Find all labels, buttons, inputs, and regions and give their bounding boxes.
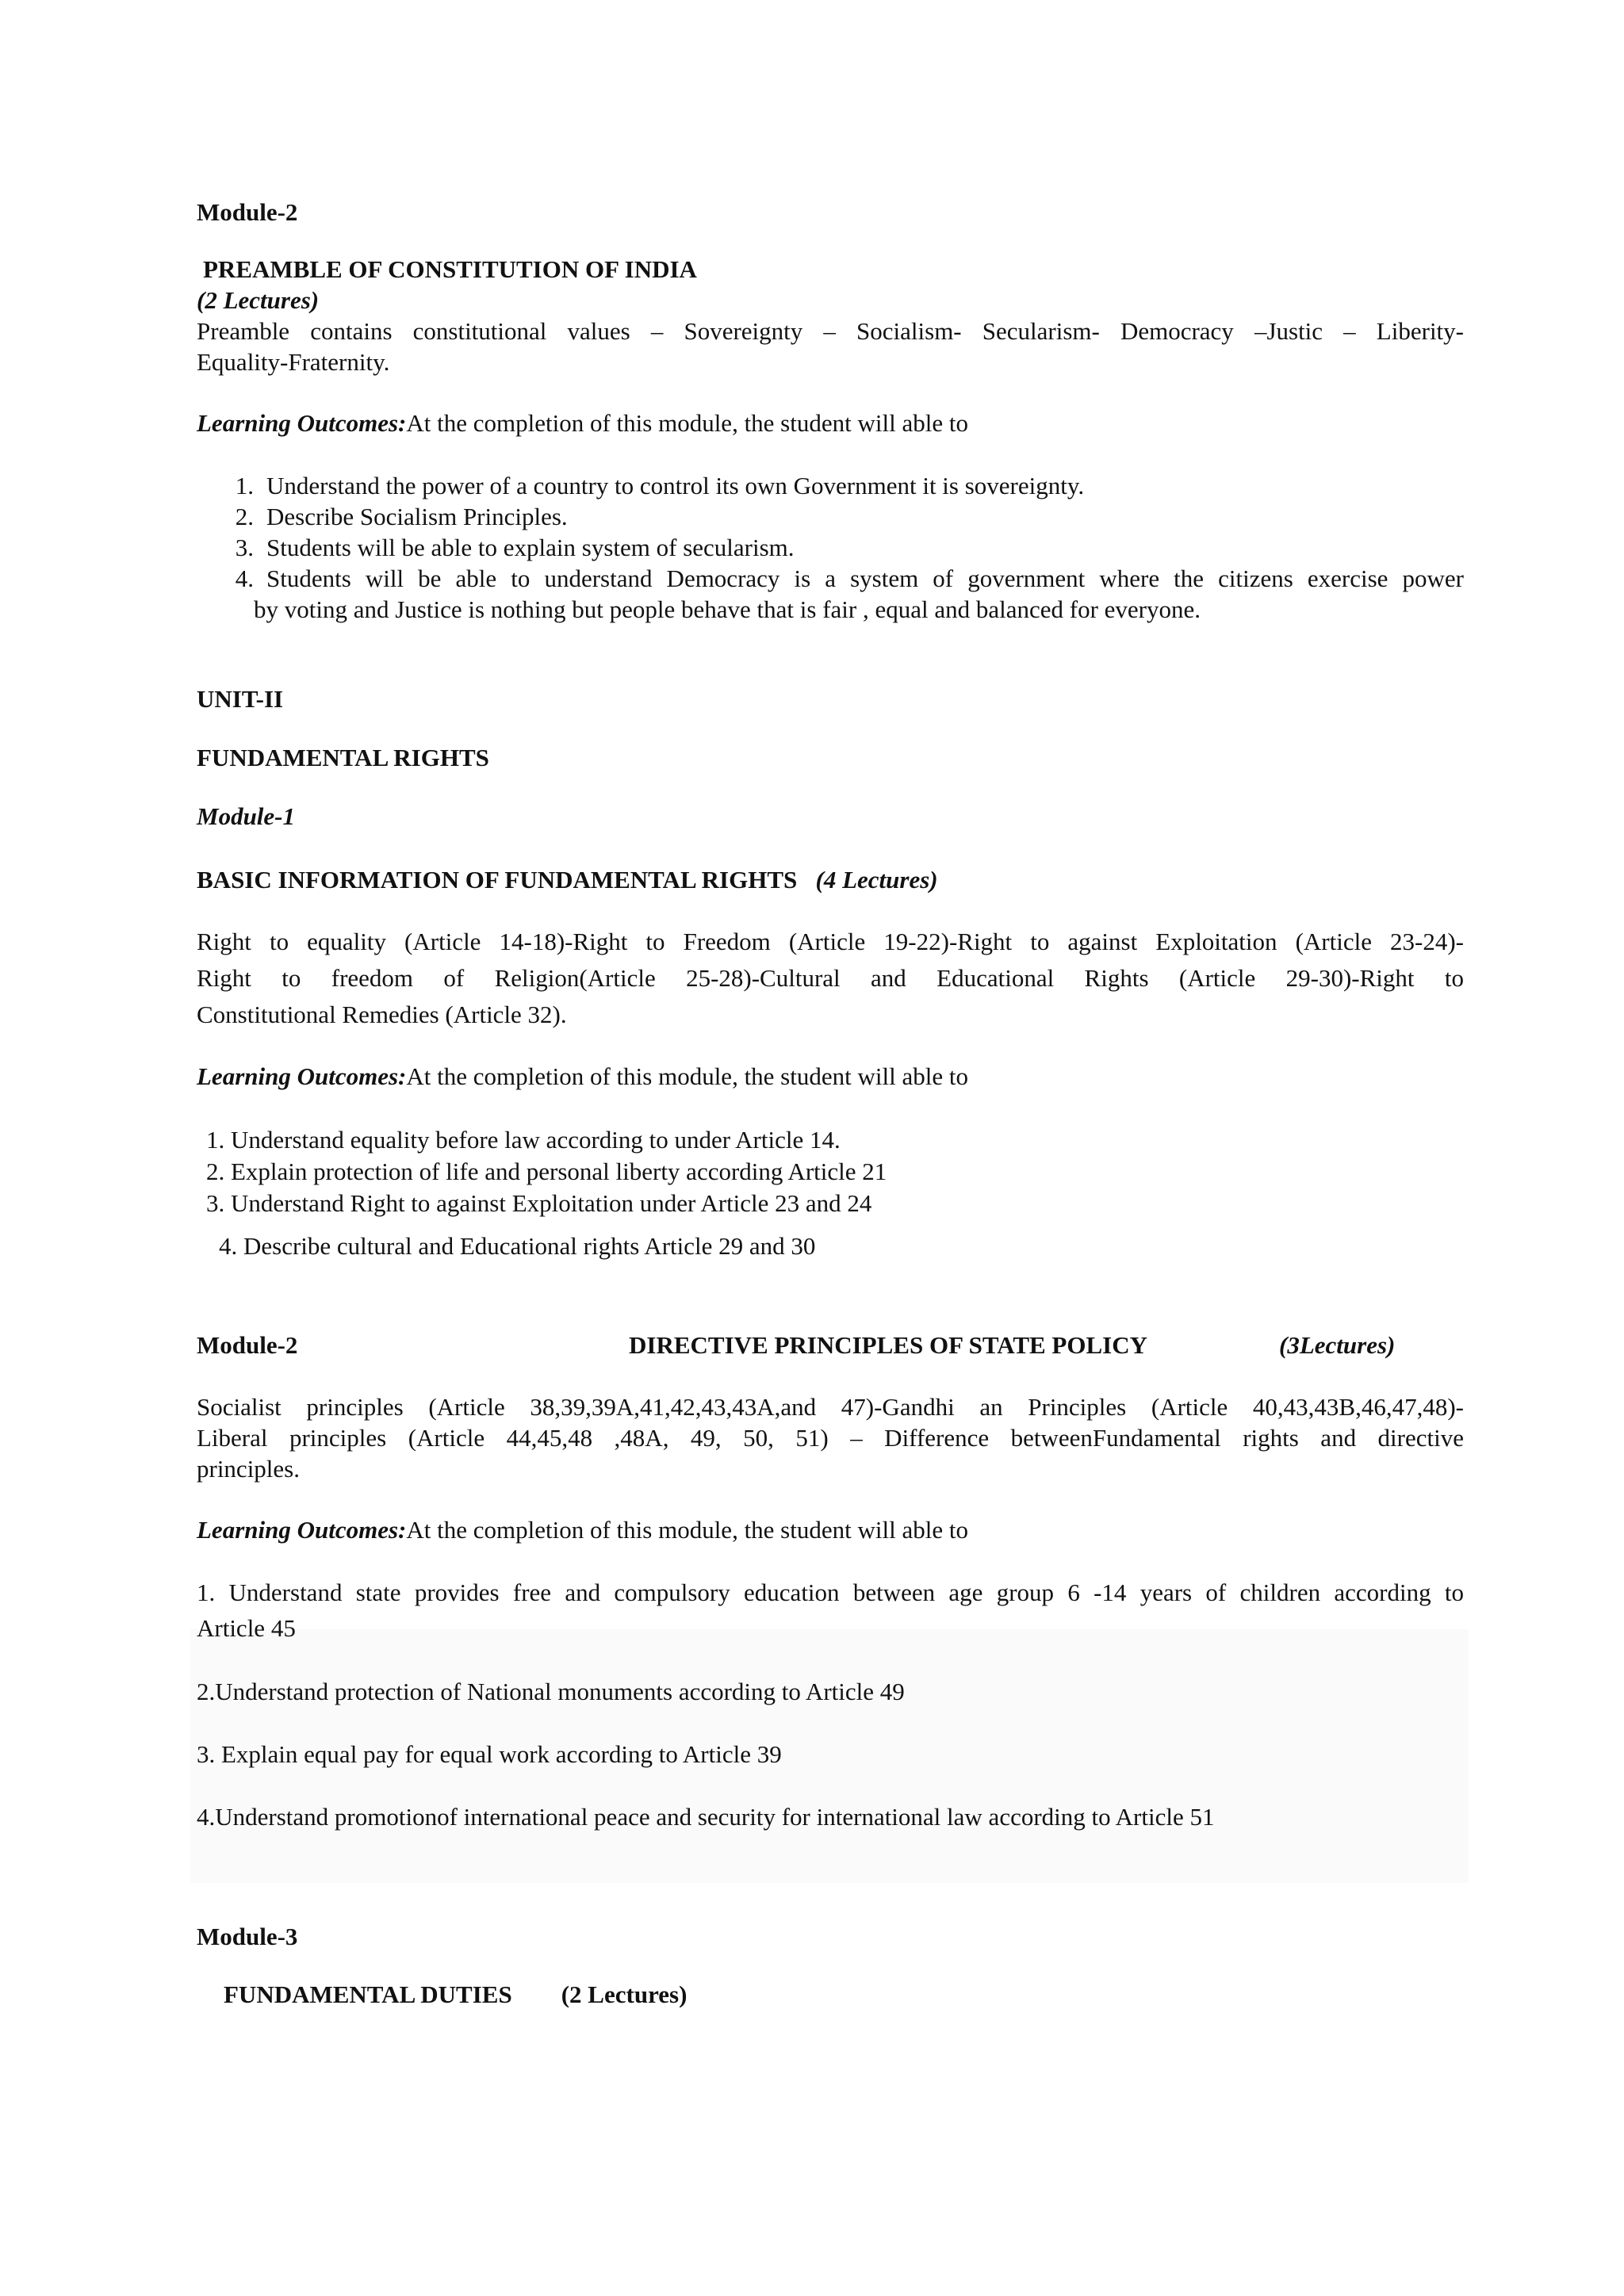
module-title: DIRECTIVE PRINCIPLES OF STATE POLICY (629, 1331, 1147, 1359)
module-body-line: Liberal principles (Article 44,45,48 ,48A, 49, 50, 51) – Difference betweenFundamental rights and directive (197, 1424, 1464, 1452)
list-item-continuation: Article 45 (197, 1614, 296, 1642)
learning-outcomes-text: At the completion of this module, the student will able to (406, 1516, 968, 1544)
module-body-line: Right to freedom of Religion(Article 25-28)-Cultural and Educational Rights (Article 29-30)-Right to (197, 964, 1464, 992)
list-text: Students will be able to understand Democracy is a system of government where the citizens exercise power (266, 564, 1464, 592)
module-heading: Module-3 (197, 1923, 298, 1950)
learning-outcomes-label: Learning Outcomes: (197, 409, 407, 437)
lecture-count: (3Lectures) (1279, 1331, 1396, 1359)
list-item: 3. Explain equal pay for equal work according to Article 39 (197, 1740, 782, 1768)
module-body-line: Preamble contains constitutional values – Sovereignty – Socialism- Secularism- Democracy –Justic – Liberity- (197, 317, 1464, 345)
module-title: FUNDAMENTAL DUTIES (224, 1980, 512, 2008)
module-body-line: Constitutional Remedies (Article 32). (197, 1001, 567, 1028)
list-text: Students will be able to explain system of secularism. (266, 534, 795, 561)
list-number: 3. (235, 534, 254, 561)
list-item: 4. Describe cultural and Educational rights Article 29 and 30 (219, 1232, 816, 1260)
module-heading: Module-2 (197, 198, 298, 226)
unit-heading: UNIT-II (197, 685, 284, 713)
module-title-row (224, 1979, 1491, 2011)
list-item (197, 470, 1464, 502)
list-item (197, 563, 1464, 595)
list-item: 4.Understand promotionof international peace and security for international law according to Article 51 (197, 1803, 1215, 1831)
list-text: Understand the power of a country to control its own Government it is sovereignty. (266, 472, 1085, 499)
list-item (197, 501, 1464, 533)
learning-outcomes-intro (197, 408, 1464, 439)
learning-outcomes-text: At the completion of this module, the student will able to (406, 1062, 968, 1090)
list-item: 1. Understand state provides free and compulsory education between age group 6 -14 years of children according to (197, 1578, 1464, 1606)
list-number: 1. (235, 472, 254, 499)
module-body-line: principles. (197, 1455, 300, 1483)
module-title: PREAMBLE OF CONSTITUTION OF INDIA (203, 255, 697, 283)
learning-outcomes-intro (197, 1514, 1464, 1546)
learning-outcomes-text: At the completion of this module, the student will able to (406, 409, 968, 437)
list-number: 2. (235, 503, 254, 530)
list-item: 1. Understand equality before law according to under Article 14. (206, 1126, 841, 1154)
list-item: 3. Understand Right to against Exploitation under Article 23 and 24 (206, 1189, 872, 1217)
module-body-line: Right to equality (Article 14-18)-Right to Freedom (Article 19-22)-Right to against Exploitation (Article 23-24)- (197, 928, 1464, 955)
module-heading: Module-2 (197, 1331, 298, 1359)
list-item: 2. Explain protection of life and personal liberty according Article 21 (206, 1158, 887, 1185)
list-number: 4. (235, 564, 254, 592)
list-item (197, 532, 1464, 564)
module-title-row (197, 864, 1464, 896)
list-text: Describe Socialism Principles. (266, 503, 568, 530)
module-body-line: Equality-Fraternity. (197, 348, 390, 376)
list-item: 2.Understand protection of National monuments according to Article 49 (197, 1678, 905, 1705)
learning-outcomes-label: Learning Outcomes: (197, 1516, 407, 1544)
lecture-count: (2 Lectures) (197, 286, 320, 314)
module-body-line: Socialist principles (Article 38,39,39A,41,42,43,43A,and 47)-Gandhi an Principles (Article 40,43,43B,46,47,48)- (197, 1393, 1464, 1421)
unit-title: FUNDAMENTAL RIGHTS (197, 744, 489, 771)
module-heading: Module-1 (197, 802, 295, 830)
learning-outcomes-intro (197, 1061, 1464, 1093)
lecture-count: (4 Lectures) (815, 866, 938, 894)
module-title-row (197, 1330, 1464, 1361)
list-text-continuation: by voting and Justice is nothing but people behave that is fair , equal and balanced for everyone. (254, 595, 1201, 623)
learning-outcomes-label: Learning Outcomes: (197, 1062, 407, 1090)
lecture-count: (2 Lectures) (561, 1980, 688, 2008)
module-title: BASIC INFORMATION OF FUNDAMENTAL RIGHTS (197, 866, 798, 894)
